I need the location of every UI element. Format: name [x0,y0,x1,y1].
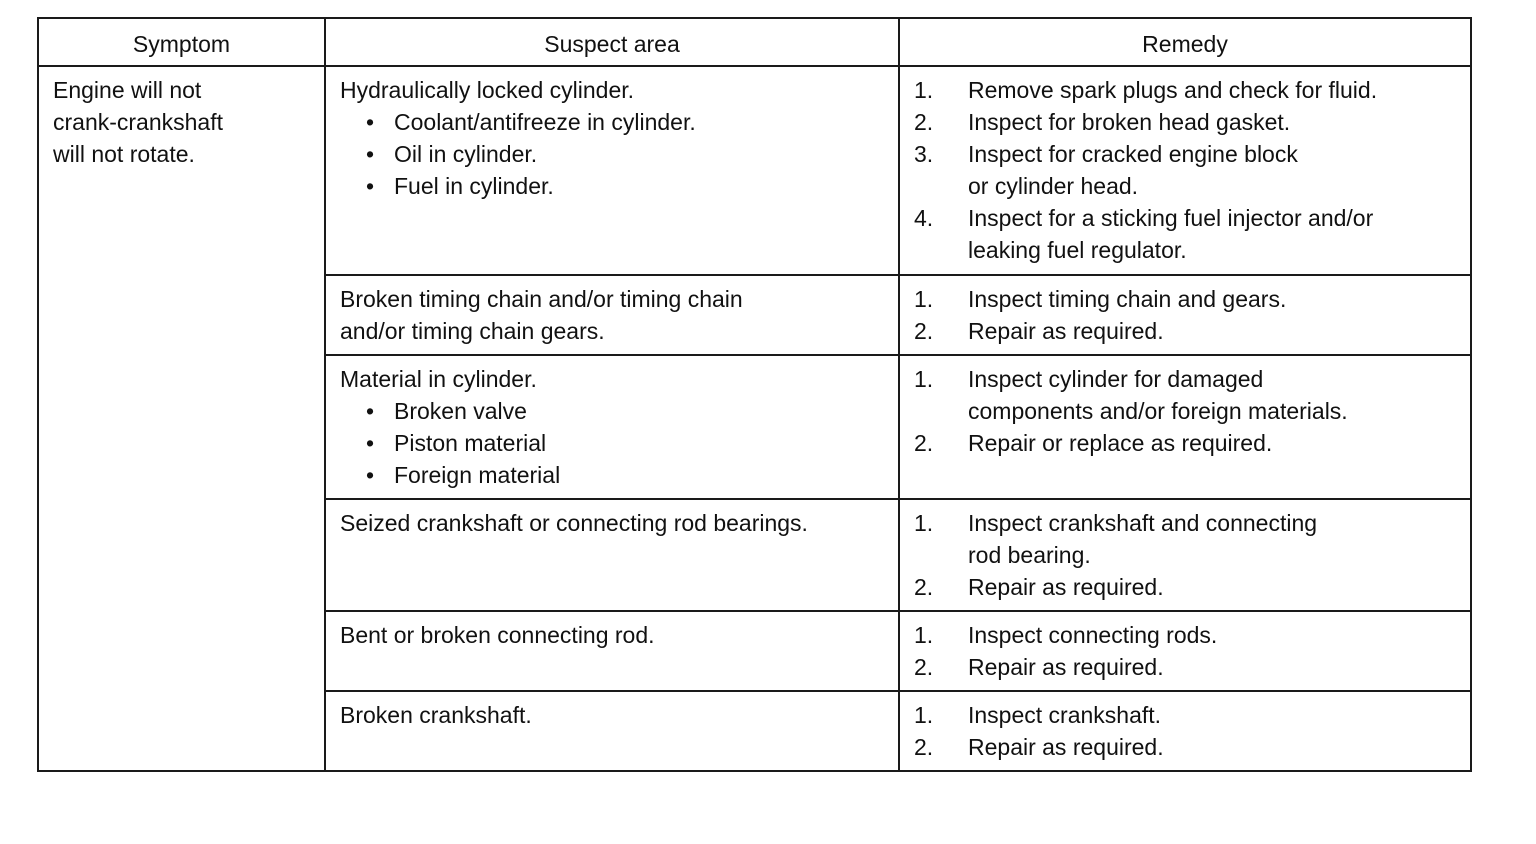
remedy-cell [899,691,1471,771]
bullet-icon: • [366,398,375,424]
remedy-text-line: Repair or replace as required. [968,430,1273,456]
remedy-text-line: Remove spark plugs and check for fluid. [968,77,1378,103]
remedy-text [968,507,1458,571]
remedy-number: 3. [914,141,934,167]
suspect-bullet-text: Broken valve [394,398,527,424]
remedy-number: 1. [914,702,934,728]
remedy-text-line: components and/or foreign materials. [968,398,1348,424]
remedy-text-line: rod bearing. [968,542,1091,568]
remedy-cell [899,611,1471,691]
suspect-area-cell [325,611,899,691]
diagnosis-table [37,17,1472,772]
table-header-row [38,18,1471,66]
remedy-item [914,363,1458,427]
remedy-item [914,699,1458,731]
header-remedy: Remedy [899,18,1471,66]
remedy-text-line: Repair as required. [968,574,1164,600]
remedy-item [914,427,1458,459]
remedy-text [968,106,1458,138]
remedy-text [968,138,1458,202]
suspect-title: Bent or broken connecting rod. [340,622,655,648]
remedy-text [968,427,1458,459]
suspect-bullet-item [340,459,886,491]
suspect-bullet-item [340,170,886,202]
remedy-text-line: Inspect crankshaft. [968,702,1162,728]
remedy-number: 2. [914,109,934,135]
remedy-text [968,619,1458,651]
remedy-item [914,202,1458,266]
remedy-item [914,138,1458,202]
remedy-text [968,315,1458,347]
remedy-item [914,74,1458,106]
remedy-item [914,106,1458,138]
header-suspect-area: Suspect area [325,18,899,66]
remedy-item [914,315,1458,347]
remedy-item [914,283,1458,315]
bullet-icon: • [366,173,375,199]
remedy-text-line: Inspect for cracked engine block [968,141,1298,167]
remedy-number: 1. [914,77,934,103]
remedy-text [968,731,1458,763]
remedy-number: 2. [914,318,934,344]
remedy-item [914,731,1458,763]
suspect-title: Material in cylinder. [340,366,537,392]
remedy-item [914,651,1458,683]
symptom-line: Engine will not [53,77,202,103]
suspect-area-cell [325,499,899,611]
remedy-number: 2. [914,654,934,680]
remedy-number: 1. [914,622,934,648]
suspect-title-line: and/or timing chain gears. [340,318,605,344]
suspect-bullet-item [340,395,886,427]
remedy-number: 2. [914,574,934,600]
remedy-cell [899,355,1471,499]
remedy-text-line: Inspect timing chain and gears. [968,286,1287,312]
remedy-item [914,571,1458,603]
remedy-number: 4. [914,205,934,231]
remedy-text [968,571,1458,603]
remedy-number: 1. [914,366,934,392]
remedy-number: 1. [914,286,934,312]
remedy-text-line: Inspect crankshaft and connecting [968,510,1318,536]
suspect-area-cell [325,275,899,355]
remedy-cell [899,66,1471,275]
table-body [38,66,1471,771]
remedy-text [968,283,1458,315]
symptom-cell [38,66,325,771]
bullet-icon: • [366,141,375,167]
remedy-cell [899,275,1471,355]
suspect-bullet-text: Coolant/antifreeze in cylinder. [394,109,696,135]
remedy-cell [899,499,1471,611]
remedy-text [968,699,1458,731]
remedy-text-line: Repair as required. [968,654,1164,680]
bullet-icon: • [366,462,375,488]
remedy-number: 2. [914,734,934,760]
remedy-text-line: Inspect for broken head gasket. [968,109,1291,135]
symptom-line: crank-crankshaft [53,109,224,135]
remedy-text [968,202,1458,266]
suspect-bullet-text: Oil in cylinder. [394,141,538,167]
suspect-area-cell [325,66,899,275]
remedy-text-line: Repair as required. [968,318,1164,344]
remedy-text-line: Inspect connecting rods. [968,622,1218,648]
suspect-title: Seized crankshaft or connecting rod bearings. [340,510,808,536]
remedy-item [914,507,1458,571]
table-row [38,66,1471,275]
remedy-text-line: Inspect cylinder for damaged [968,366,1264,392]
remedy-text-line: or cylinder head. [968,173,1139,199]
suspect-title: Hydraulically locked cylinder. [340,77,635,103]
remedy-text [968,651,1458,683]
remedy-item [914,619,1458,651]
suspect-bullet-item [340,138,886,170]
suspect-bullet-item [340,106,886,138]
suspect-title-line: Broken timing chain and/or timing chain [340,286,743,312]
remedy-text-line: leaking fuel regulator. [968,237,1187,263]
suspect-bullet-item [340,427,886,459]
header-symptom: Symptom [38,18,325,66]
remedy-text [968,74,1458,106]
remedy-number: 1. [914,510,934,536]
suspect-area-cell [325,355,899,499]
suspect-bullet-text: Fuel in cylinder. [394,173,554,199]
suspect-title: Broken crankshaft. [340,702,532,728]
suspect-bullet-text: Foreign material [394,462,561,488]
suspect-area-cell [325,691,899,771]
remedy-number: 2. [914,430,934,456]
bullet-icon: • [366,430,375,456]
remedy-text [968,363,1458,427]
suspect-bullet-text: Piston material [394,430,547,456]
symptom-line: will not rotate. [53,141,195,167]
bullet-icon: • [366,109,375,135]
remedy-text-line: Inspect for a sticking fuel injector and/or [968,205,1374,231]
remedy-text-line: Repair as required. [968,734,1164,760]
